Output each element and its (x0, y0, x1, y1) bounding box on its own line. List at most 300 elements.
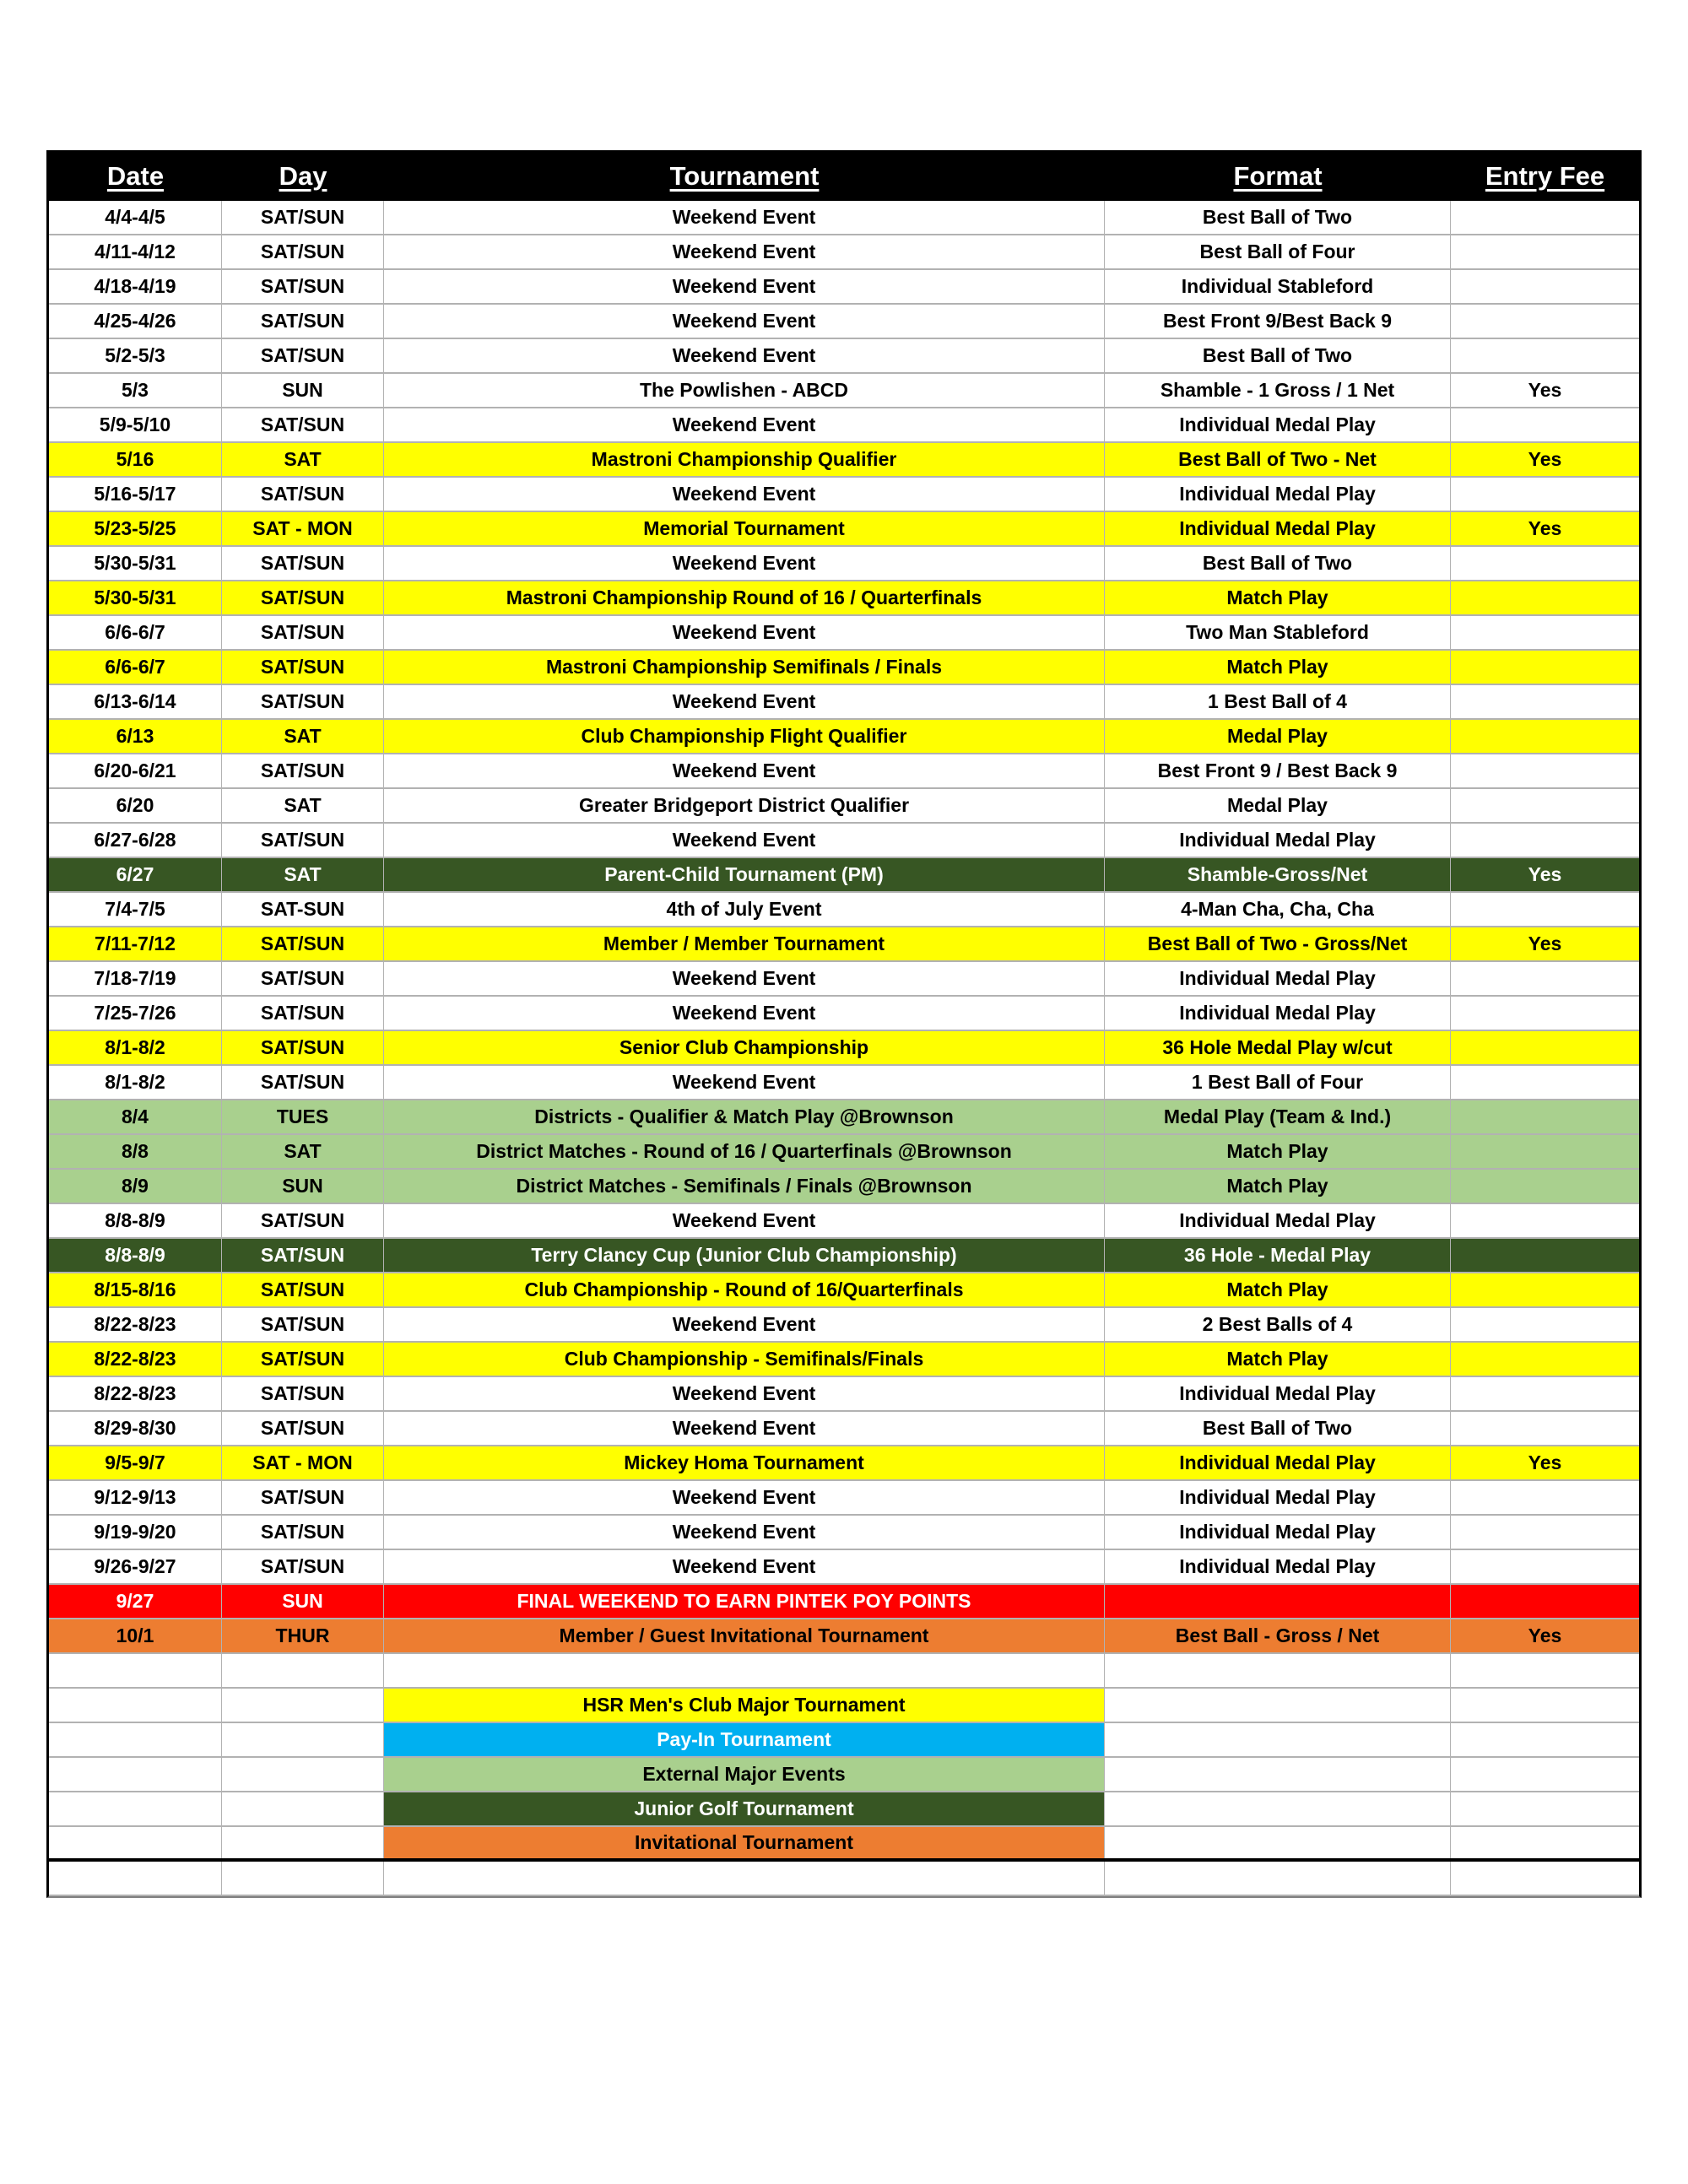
format-cell: 4-Man Cha, Cha, Cha (1105, 893, 1451, 926)
format-cell: Medal Play (1105, 789, 1451, 822)
table-row (49, 1273, 1639, 1308)
tournament-cell: Weekend Event (384, 1066, 1105, 1099)
tournament-cell: Weekend Event (384, 339, 1105, 372)
tournament-cell: FINAL WEEKEND TO EARN PINTEK POY POINTS (384, 1585, 1105, 1618)
fee-cell (1451, 1792, 1639, 1825)
format-cell (1105, 1689, 1451, 1722)
date-cell: 5/30-5/31 (49, 581, 222, 614)
format-cell: Match Play (1105, 581, 1451, 614)
format-cell: Shamble-Gross/Net (1105, 858, 1451, 891)
fee-cell (1451, 1689, 1639, 1722)
day-cell (222, 1654, 384, 1687)
table-row (49, 1585, 1639, 1619)
fee-cell (1451, 720, 1639, 753)
tournament-cell: Weekend Event (384, 270, 1105, 303)
legend-swatch-green-dark: Junior Golf Tournament (384, 1792, 1105, 1825)
fee-cell (1451, 1100, 1639, 1133)
format-cell: Match Play (1105, 1170, 1451, 1203)
tournament-cell: Member / Member Tournament (384, 927, 1105, 960)
day-cell (222, 1862, 384, 1895)
format-cell (1105, 1792, 1451, 1825)
tournament-cell: Mastroni Championship Round of 16 / Quarterfinals (384, 581, 1105, 614)
table-row (49, 824, 1639, 858)
fee-cell (1451, 616, 1639, 649)
day-cell: SAT/SUN (222, 1066, 384, 1099)
day-cell: TUES (222, 1100, 384, 1133)
day-cell: SUN (222, 1585, 384, 1618)
tournament-cell: Weekend Event (384, 547, 1105, 580)
table-row (49, 270, 1639, 305)
date-cell: 9/5-9/7 (49, 1446, 222, 1479)
format-cell: Best Ball of Four (1105, 235, 1451, 268)
format-cell: Shamble - 1 Gross / 1 Net (1105, 374, 1451, 407)
fee-cell (1451, 408, 1639, 441)
fee-cell (1451, 1204, 1639, 1237)
header-cell-date: Date (49, 153, 222, 198)
date-cell: 8/9 (49, 1170, 222, 1203)
tournament-cell: Weekend Event (384, 1516, 1105, 1549)
fee-cell (1451, 1412, 1639, 1445)
tournament-cell: Weekend Event (384, 1412, 1105, 1445)
table-row (49, 1862, 1639, 1896)
date-cell: 4/25-4/26 (49, 305, 222, 338)
tournament-cell: Memorial Tournament (384, 512, 1105, 545)
date-cell: 8/8-8/9 (49, 1239, 222, 1272)
table-row (49, 1343, 1639, 1377)
date-cell: 8/15-8/16 (49, 1273, 222, 1306)
tournament-cell: Weekend Event (384, 305, 1105, 338)
format-cell (1105, 1654, 1451, 1687)
date-cell: 7/11-7/12 (49, 927, 222, 960)
tournament-cell: Weekend Event (384, 201, 1105, 234)
format-cell (1105, 1585, 1451, 1618)
table-row (49, 374, 1639, 408)
fee-cell (1451, 235, 1639, 268)
format-cell: Best Ball of Two (1105, 201, 1451, 234)
fee-cell (1451, 651, 1639, 684)
tournament-cell: Weekend Event (384, 754, 1105, 787)
date-cell (49, 1723, 222, 1756)
day-cell: SAT (222, 1135, 384, 1168)
fee-cell (1451, 1343, 1639, 1376)
tournament-cell: Weekend Event (384, 235, 1105, 268)
table-row (49, 547, 1639, 581)
table-row (49, 478, 1639, 512)
date-cell: 6/20-6/21 (49, 754, 222, 787)
fee-cell (1451, 1066, 1639, 1099)
day-cell (222, 1758, 384, 1791)
fee-cell (1451, 1273, 1639, 1306)
table-row (49, 1066, 1639, 1100)
day-cell: SAT (222, 720, 384, 753)
date-cell: 9/19-9/20 (49, 1516, 222, 1549)
table-row (49, 1654, 1639, 1689)
fee-cell (1451, 1135, 1639, 1168)
day-cell: SAT/SUN (222, 270, 384, 303)
day-cell: SAT - MON (222, 512, 384, 545)
fee-cell (1451, 1308, 1639, 1341)
tournament-cell: Member / Guest Invitational Tournament (384, 1619, 1105, 1652)
tournament-schedule-table (46, 150, 1642, 1898)
date-cell (49, 1654, 222, 1687)
legend-row (49, 1792, 1639, 1827)
day-cell: SAT - MON (222, 1446, 384, 1479)
legend-row (49, 1689, 1639, 1723)
date-cell: 4/4-4/5 (49, 201, 222, 234)
date-cell: 7/25-7/26 (49, 997, 222, 1030)
fee-cell (1451, 789, 1639, 822)
legend-row (49, 1827, 1639, 1862)
day-cell: SAT/SUN (222, 547, 384, 580)
date-cell: 9/27 (49, 1585, 222, 1618)
day-cell: SAT/SUN (222, 305, 384, 338)
date-cell: 8/8-8/9 (49, 1204, 222, 1237)
tournament-cell: Parent-Child Tournament (PM) (384, 858, 1105, 891)
tournament-cell: Weekend Event (384, 824, 1105, 857)
format-cell: Two Man Stableford (1105, 616, 1451, 649)
day-cell (222, 1723, 384, 1756)
tournament-cell: Weekend Event (384, 408, 1105, 441)
date-cell: 8/8 (49, 1135, 222, 1168)
day-cell: SAT/SUN (222, 927, 384, 960)
day-cell: SAT/SUN (222, 685, 384, 718)
table-body (49, 201, 1639, 1896)
tournament-cell: Club Championship - Semifinals/Finals (384, 1343, 1105, 1376)
date-cell: 8/1-8/2 (49, 1031, 222, 1064)
format-cell (1105, 1723, 1451, 1756)
format-cell: Match Play (1105, 1343, 1451, 1376)
format-cell: Best Ball of Two (1105, 547, 1451, 580)
table-row (49, 1239, 1639, 1273)
fee-cell (1451, 1031, 1639, 1064)
date-cell: 8/29-8/30 (49, 1412, 222, 1445)
format-cell: 1 Best Ball of Four (1105, 1066, 1451, 1099)
table-row (49, 1100, 1639, 1135)
header-cell-day: Day (222, 153, 384, 198)
legend-swatch-orange: Invitational Tournament (384, 1827, 1105, 1858)
tournament-cell: Club Championship - Round of 16/Quarterfinals (384, 1273, 1105, 1306)
table-row (49, 1550, 1639, 1585)
day-cell: SAT/SUN (222, 201, 384, 234)
date-cell: 7/18-7/19 (49, 962, 222, 995)
tournament-cell: Weekend Event (384, 1550, 1105, 1583)
format-cell: Best Ball of Two - Gross/Net (1105, 927, 1451, 960)
tournament-cell: Mastroni Championship Semifinals / Finals (384, 651, 1105, 684)
table-row (49, 1516, 1639, 1550)
table-row (49, 1204, 1639, 1239)
date-cell: 8/4 (49, 1100, 222, 1133)
day-cell: SAT/SUN (222, 1273, 384, 1306)
tournament-cell (384, 1654, 1105, 1687)
tournament-cell: Mickey Homa Tournament (384, 1446, 1105, 1479)
table-row (49, 1135, 1639, 1170)
format-cell: Match Play (1105, 651, 1451, 684)
legend-swatch-blue: Pay-In Tournament (384, 1723, 1105, 1756)
table-row (49, 720, 1639, 754)
date-cell: 4/11-4/12 (49, 235, 222, 268)
table-row (49, 512, 1639, 547)
fee-cell: Yes (1528, 379, 1562, 401)
date-cell: 9/26-9/27 (49, 1550, 222, 1583)
format-cell: Individual Medal Play (1105, 1550, 1451, 1583)
format-cell: Match Play (1105, 1135, 1451, 1168)
date-cell (49, 1827, 222, 1858)
tournament-cell: District Matches - Round of 16 / Quarterfinals @Brownson (384, 1135, 1105, 1168)
format-cell (1105, 1827, 1451, 1858)
date-cell: 8/1-8/2 (49, 1066, 222, 1099)
day-cell: SAT (222, 789, 384, 822)
format-cell: Individual Medal Play (1105, 478, 1451, 511)
table-row (49, 997, 1639, 1031)
fee-cell: Yes (1451, 1619, 1639, 1652)
table-row (49, 754, 1639, 789)
format-cell: 2 Best Balls of 4 (1105, 1308, 1451, 1341)
table-row (49, 893, 1639, 927)
tournament-cell: Terry Clancy Cup (Junior Club Championship) (384, 1239, 1105, 1272)
day-cell (222, 1689, 384, 1722)
day-cell: SAT/SUN (222, 1343, 384, 1376)
fee-cell (1451, 1827, 1639, 1858)
table-row (49, 1308, 1639, 1343)
date-cell (49, 1758, 222, 1791)
format-cell: Best Front 9 / Best Back 9 (1105, 754, 1451, 787)
table-row (49, 651, 1639, 685)
day-cell: SAT/SUN (222, 651, 384, 684)
table-row (49, 305, 1639, 339)
day-cell: SUN (222, 1170, 384, 1203)
day-cell (222, 1792, 384, 1825)
format-cell (1105, 1862, 1451, 1895)
date-cell: 6/27-6/28 (49, 824, 222, 857)
format-cell: Best Front 9/Best Back 9 (1105, 305, 1451, 338)
day-cell: SAT/SUN (222, 824, 384, 857)
fee-cell (1451, 997, 1639, 1030)
day-cell: SAT/SUN (222, 1516, 384, 1549)
day-cell: SAT/SUN (222, 1377, 384, 1410)
date-cell (49, 1862, 222, 1895)
day-cell: SAT (222, 858, 384, 891)
fee-cell (1451, 1550, 1639, 1583)
table-row (49, 858, 1639, 893)
tournament-cell: Weekend Event (384, 1377, 1105, 1410)
day-cell: THUR (222, 1619, 384, 1652)
date-cell: 6/13-6/14 (49, 685, 222, 718)
tournament-cell: The Powlishen - ABCD (384, 374, 1105, 407)
tournament-cell: Districts - Qualifier & Match Play @Brownson (384, 1100, 1105, 1133)
header-row (49, 153, 1639, 201)
format-cell: Individual Medal Play (1105, 1446, 1451, 1479)
legend-row (49, 1723, 1639, 1758)
tournament-cell: Weekend Event (384, 478, 1105, 511)
format-cell: Individual Medal Play (1105, 1481, 1451, 1514)
tournament-cell: Weekend Event (384, 1481, 1105, 1514)
date-cell: 5/23-5/25 (49, 512, 222, 545)
table-row (49, 1377, 1639, 1412)
day-cell: SUN (222, 374, 384, 407)
format-cell: Individual Medal Play (1105, 408, 1451, 441)
tournament-cell: Senior Club Championship (384, 1031, 1105, 1064)
format-cell: Individual Stableford (1105, 270, 1451, 303)
fee-cell (1451, 1481, 1639, 1514)
format-cell: 36 Hole - Medal Play (1105, 1239, 1451, 1272)
table-row (49, 685, 1639, 720)
format-cell: Individual Medal Play (1105, 512, 1451, 545)
fee-cell: Yes (1451, 512, 1639, 545)
fee-cell (1451, 478, 1639, 511)
date-cell (49, 1689, 222, 1722)
date-cell: 6/20 (49, 789, 222, 822)
date-cell: 8/22-8/23 (49, 1343, 222, 1376)
fee-cell (1451, 547, 1639, 580)
date-cell: 6/6-6/7 (49, 616, 222, 649)
day-cell: SAT/SUN (222, 581, 384, 614)
fee-cell (1451, 824, 1639, 857)
format-cell: Individual Medal Play (1105, 1377, 1451, 1410)
fee-cell (1451, 1239, 1639, 1272)
fee-cell: Yes (1451, 927, 1639, 960)
tournament-cell: 4th of July Event (384, 893, 1105, 926)
format-cell: 36 Hole Medal Play w/cut (1105, 1031, 1451, 1064)
format-cell: Individual Medal Play (1105, 962, 1451, 995)
tournament-cell: Weekend Event (384, 1204, 1105, 1237)
table-row (49, 1170, 1639, 1204)
day-cell: SAT-SUN (222, 893, 384, 926)
tournament-cell: Weekend Event (384, 1308, 1105, 1341)
date-cell: 9/12-9/13 (49, 1481, 222, 1514)
day-cell: SAT (222, 443, 384, 476)
fee-cell (1451, 1585, 1639, 1618)
table-row (49, 235, 1639, 270)
legend-swatch-yellow: HSR Men's Club Major Tournament (384, 1689, 1105, 1722)
fee-cell: Yes (1451, 443, 1639, 476)
format-cell (1105, 1758, 1451, 1791)
format-cell: Best Ball of Two - Net (1105, 443, 1451, 476)
table-row (49, 201, 1639, 235)
date-cell: 5/2-5/3 (49, 339, 222, 372)
table-row (49, 789, 1639, 824)
day-cell: SAT/SUN (222, 1239, 384, 1272)
table-row (49, 616, 1639, 651)
day-cell: SAT/SUN (222, 616, 384, 649)
day-cell: SAT/SUN (222, 1550, 384, 1583)
date-cell: 6/27 (49, 858, 222, 891)
date-cell: 8/22-8/23 (49, 1308, 222, 1341)
date-cell: 7/4-7/5 (49, 893, 222, 926)
tournament-cell: Weekend Event (384, 962, 1105, 995)
format-cell: Individual Medal Play (1105, 824, 1451, 857)
date-cell: 10/1 (49, 1619, 222, 1652)
fee-cell (1451, 1377, 1639, 1410)
format-cell: Individual Medal Play (1105, 1516, 1451, 1549)
day-cell (222, 1827, 384, 1858)
fee-cell (1451, 1516, 1639, 1549)
day-cell: SAT/SUN (222, 408, 384, 441)
header-cell-format: Format (1105, 153, 1451, 198)
tournament-cell: Greater Bridgeport District Qualifier (384, 789, 1105, 822)
table-row (49, 1446, 1639, 1481)
table-row (49, 1412, 1639, 1446)
fee-cell (1451, 754, 1639, 787)
fee-cell: Yes (1451, 1446, 1639, 1479)
fee-cell: Yes (1451, 858, 1639, 891)
legend-swatch-green-light: External Major Events (384, 1758, 1105, 1791)
fee-cell (1451, 1758, 1639, 1791)
tournament-cell: Weekend Event (384, 616, 1105, 649)
day-cell: SAT/SUN (222, 962, 384, 995)
fee-cell (1451, 305, 1639, 338)
tournament-cell: Weekend Event (384, 685, 1105, 718)
fee-cell (1451, 339, 1639, 372)
format-cell: Individual Medal Play (1105, 997, 1451, 1030)
tournament-cell: Mastroni Championship Qualifier (384, 443, 1105, 476)
fee-cell (1451, 1654, 1639, 1687)
day-cell: SAT/SUN (222, 235, 384, 268)
table-row (49, 339, 1639, 374)
day-cell: SAT/SUN (222, 997, 384, 1030)
fee-cell (1451, 1862, 1639, 1895)
fee-cell (1451, 1170, 1639, 1203)
format-cell: Individual Medal Play (1105, 1204, 1451, 1237)
table-row (49, 581, 1639, 616)
fee-cell (1451, 270, 1639, 303)
date-cell: 5/16 (49, 443, 222, 476)
table-row (49, 443, 1639, 478)
date-cell: 8/22-8/23 (49, 1377, 222, 1410)
fee-cell (1451, 1723, 1639, 1756)
day-cell: SAT/SUN (222, 339, 384, 372)
header-cell-tournament: Tournament (384, 153, 1105, 198)
legend-row (49, 1758, 1639, 1792)
date-cell: 5/16-5/17 (49, 478, 222, 511)
table-row (49, 1031, 1639, 1066)
table-row (49, 1619, 1639, 1654)
format-cell: Match Play (1105, 1273, 1451, 1306)
tournament-cell: Club Championship Flight Qualifier (384, 720, 1105, 753)
format-cell: Medal Play (Team & Ind.) (1105, 1100, 1451, 1133)
date-cell: 6/13 (49, 720, 222, 753)
format-cell: 1 Best Ball of 4 (1105, 685, 1451, 718)
date-cell: 5/9-5/10 (49, 408, 222, 441)
day-cell: SAT/SUN (222, 1481, 384, 1514)
tournament-cell (384, 1862, 1105, 1895)
day-cell: SAT/SUN (222, 1308, 384, 1341)
format-cell: Best Ball of Two (1105, 1412, 1451, 1445)
header-cell-entry-fee: Entry Fee (1451, 153, 1639, 198)
fee-cell (1451, 581, 1639, 614)
date-cell: 6/6-6/7 (49, 651, 222, 684)
table-row (49, 927, 1639, 962)
date-cell: 4/18-4/19 (49, 270, 222, 303)
format-cell: Best Ball - Gross / Net (1105, 1619, 1451, 1652)
fee-cell (1451, 685, 1639, 718)
table-row (49, 962, 1639, 997)
day-cell: SAT/SUN (222, 1204, 384, 1237)
date-cell (49, 1792, 222, 1825)
table-row (49, 1481, 1639, 1516)
fee-cell (1451, 201, 1639, 234)
fee-cell (1451, 893, 1639, 926)
date-cell: 5/30-5/31 (49, 547, 222, 580)
day-cell: SAT/SUN (222, 478, 384, 511)
format-cell: Best Ball of Two (1105, 339, 1451, 372)
day-cell: SAT/SUN (222, 754, 384, 787)
day-cell: SAT/SUN (222, 1412, 384, 1445)
table-row (49, 408, 1639, 443)
fee-cell (1451, 962, 1639, 995)
tournament-cell: District Matches - Semifinals / Finals @Brownson (384, 1170, 1105, 1203)
day-cell: SAT/SUN (222, 1031, 384, 1064)
date-cell: 5/3 (49, 374, 222, 407)
